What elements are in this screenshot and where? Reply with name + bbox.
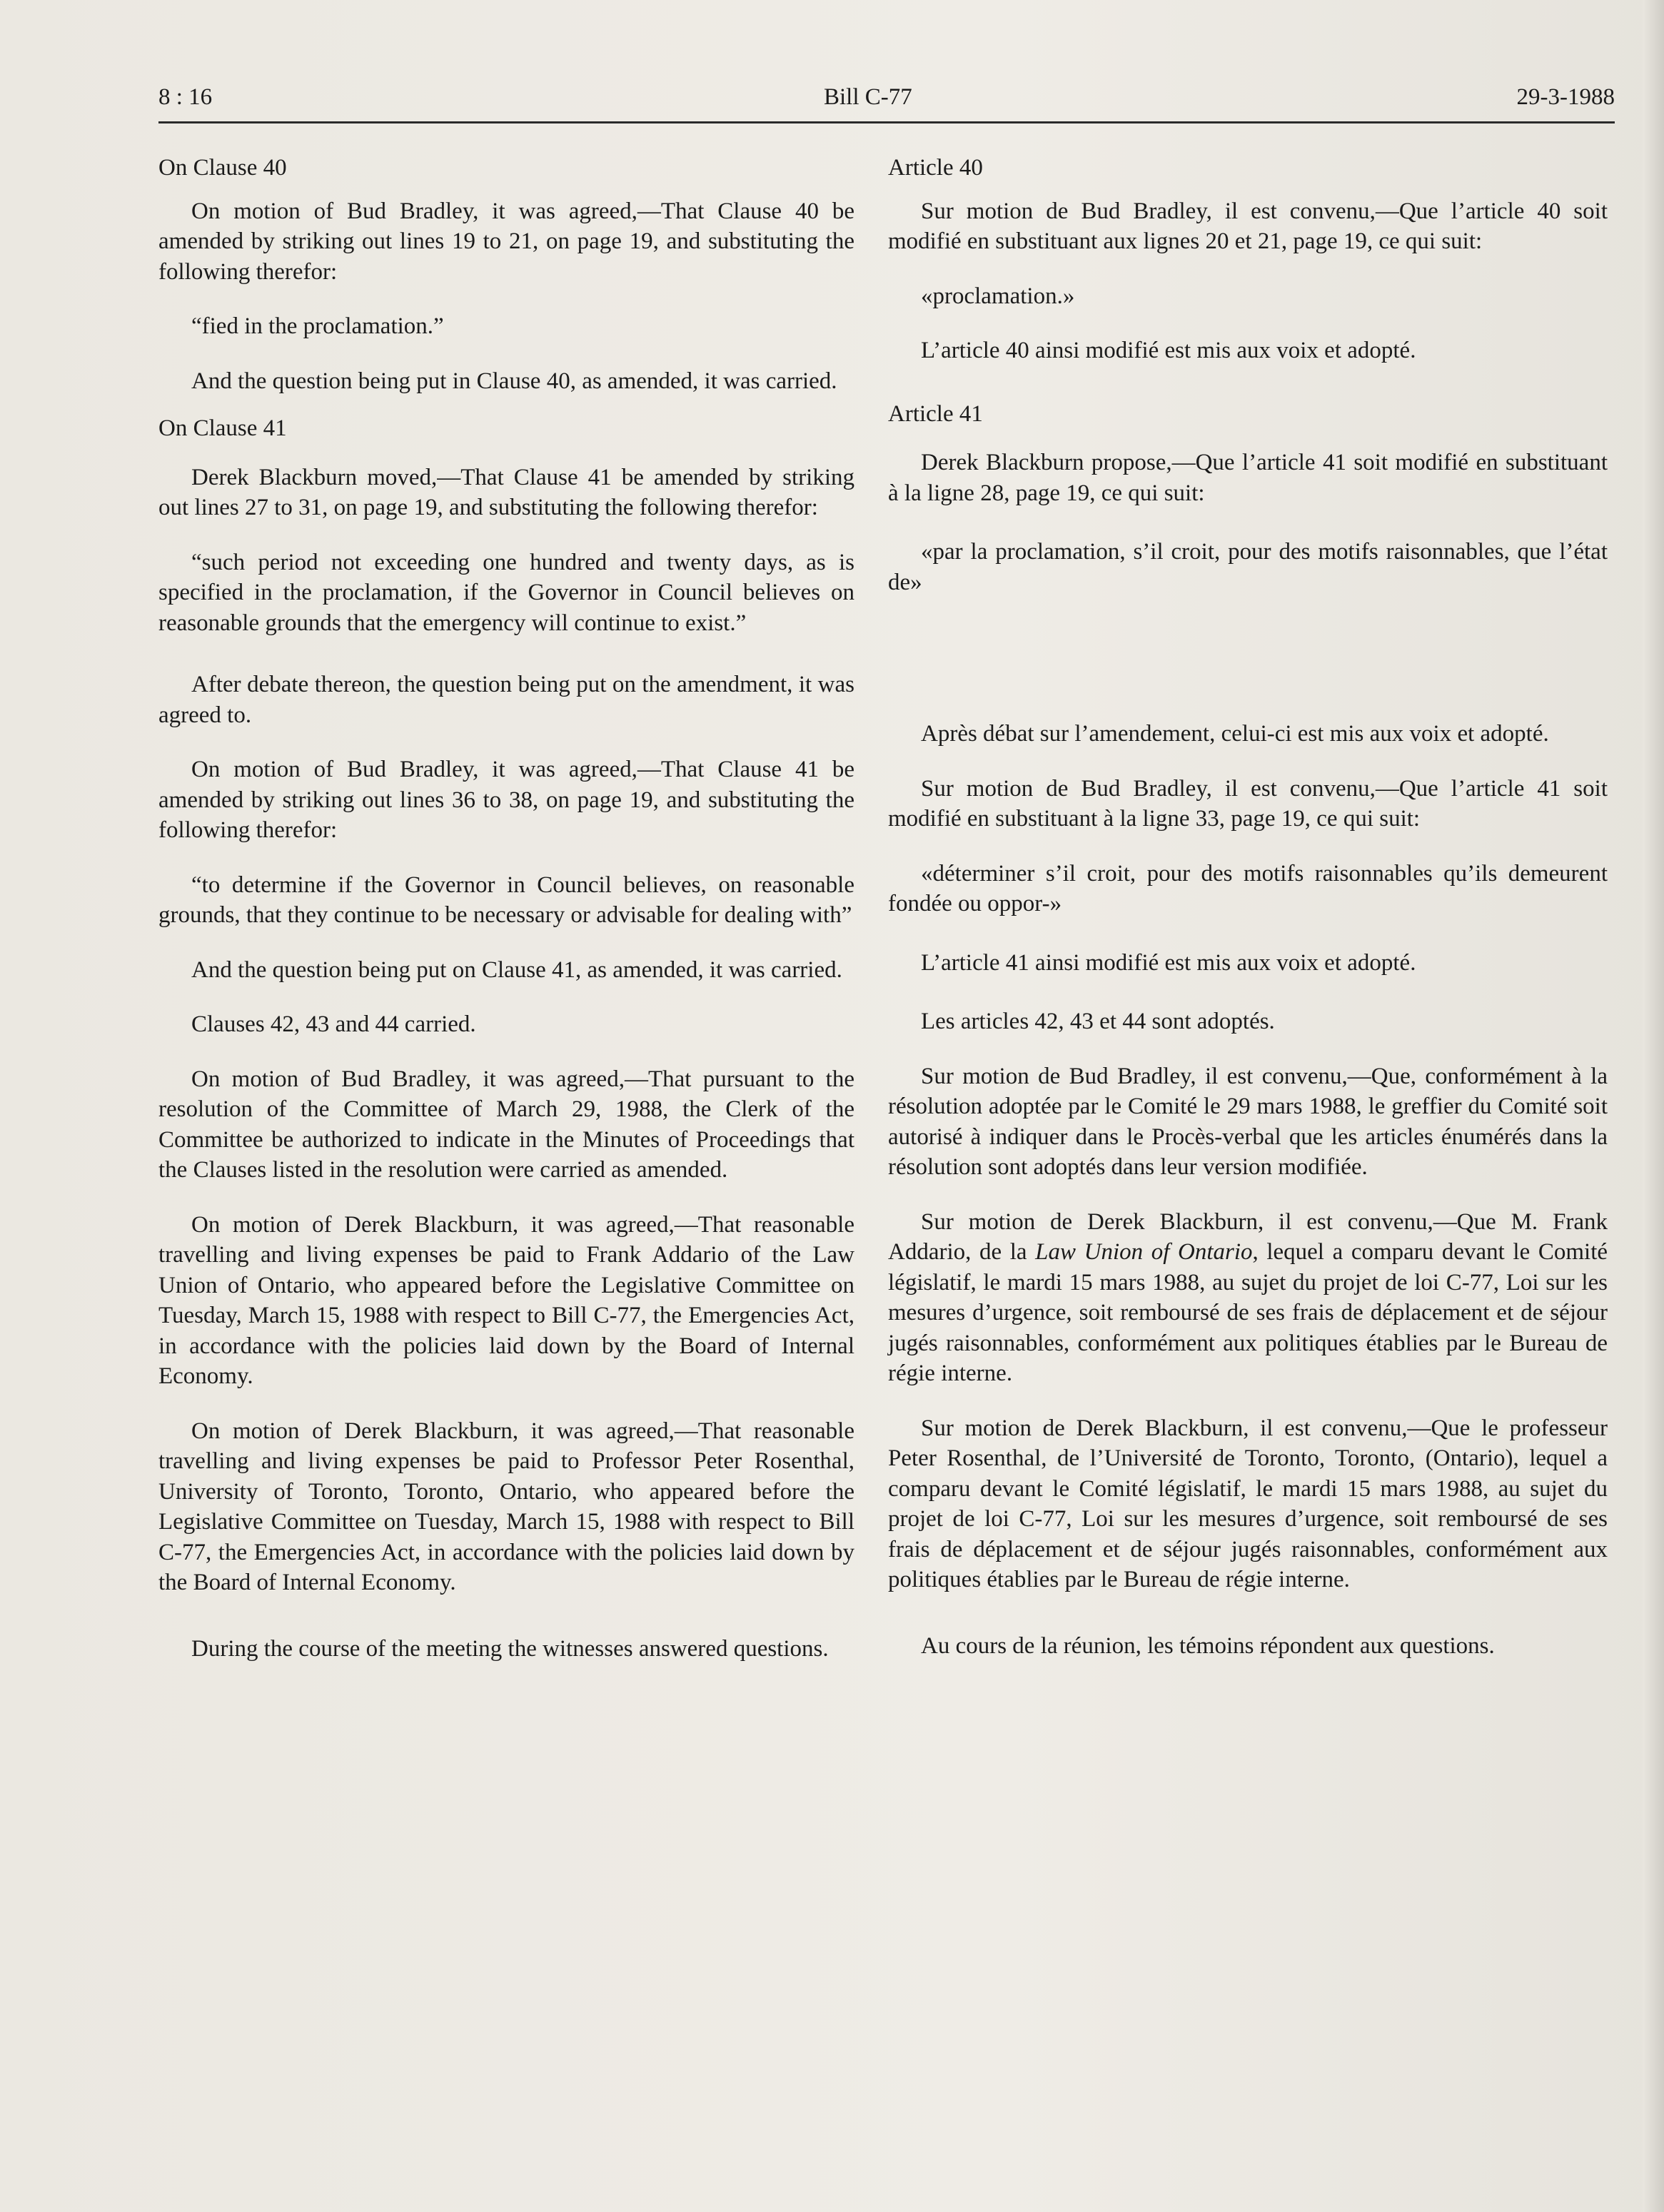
- resolution-motion-fr: Sur motion de Bud Bradley, il est convenu,—Que, conformément à la résolution adoptée par le Comité le 29 mars 1988, le greffier du Comité soit autorisé à indiquer dans le Procès-verbal que les articles énumérés dans la résolution sont adoptés dans leur version modifiée.: [888, 1063, 1608, 1180]
- english-column: [158, 153, 854, 1688]
- article40-motion: Sur motion de Bud Bradley, il est convenu,—Que l’article 40 soit modifié en substituant aux lignes 20 et 21, page 19, ce qui suit:: [888, 198, 1608, 254]
- resolution-motion: On motion of Bud Bradley, it was agreed,—That pursuant to the resolution of the Committee of March 29, 1988, the Clerk of the Committee be authorized to indicate in the Minutes of Proceedings that the Clauses listed in the resolution were carried as amended.: [158, 1066, 854, 1183]
- addario-motion-fr-a: Sur motion de Derek Blackburn, il est convenu,—Que M. Frank Addario, de la: [888, 1208, 1608, 1265]
- article40-result: L’article 40 ainsi modifié est mis aux voix et adopté.: [921, 338, 1416, 363]
- clause41-motion: Derek Blackburn moved,—That Clause 41 be amended by striking out lines 27 to 31, on page 19, and substituting the following therefor:: [158, 464, 854, 520]
- addario-motion: On motion of Derek Blackburn, it was agreed,—That reasonable travelling and living expenses be paid to Frank Addario of the Law Union of Ontario, who appeared before the Legislative Committee on Tuesday, March 15, 1988 with respect to Bill C-77, the Emergencies Act, in accordance with the policies laid down by the Board of Internal Economy.: [158, 1211, 854, 1389]
- page-edge-shadow: [1643, 0, 1664, 2212]
- clause41-debate: After debate thereon, the question being put on the amendment, it was agreed to.: [158, 672, 854, 728]
- article41-motion: Derek Blackburn propose,—Que l’article 41 soit modifié en substituant à la ligne 28, page 19, ce qui suit:: [888, 450, 1608, 506]
- clause41-quote2: “to determine if the Governor in Council believes, on reasonable grounds, that they continue to be necessary or advisable for dealing with”: [158, 872, 854, 928]
- witnesses-note: During the course of the meeting the witnesses answered questions.: [191, 1635, 829, 1662]
- clause40-heading: On Clause 40: [158, 155, 287, 181]
- articles-adopted: Les articles 42, 43 et 44 sont adoptés.: [921, 1009, 1275, 1034]
- rosenthal-motion-fr: Sur motion de Derek Blackburn, il est convenu,—Que le professeur Peter Rosenthal, de l’Université de Toronto, Toronto, (Ontario), lequel a comparu devant le Comité législatif, le mardi 15 mars 1988, au sujet du projet de loi C-77, Loi sur les mesures d’urgence, soit remboursé de ses frais de déplacement et de séjour jugés raisonnables, conformément aux politiques établies par le Bureau de régie interne.: [888, 1415, 1608, 1592]
- witnesses-note-fr: Au cours de la réunion, les témoins répondent aux questions.: [921, 1632, 1495, 1659]
- article41-quote: «par la proclamation, s’il croit, pour des motifs raisonnables, que l’état de»: [888, 539, 1608, 595]
- french-column: [888, 153, 1608, 1685]
- header-date: 29-3-1988: [1516, 84, 1615, 110]
- law-union-name: Law Union of Ontario: [1035, 1239, 1253, 1265]
- article41-motion2: Sur motion de Bud Bradley, il est convenu,—Que l’article 41 soit modifié en substituant à la ligne 33, page 19, ce qui suit:: [888, 775, 1608, 832]
- page-header: [158, 84, 1615, 128]
- clause40-quote: “fied in the proclamation.”: [191, 313, 444, 339]
- clause40-result: And the question being put in Clause 40, as amended, it was carried.: [191, 368, 837, 394]
- article41-quote2: «déterminer s’il croit, pour des motifs raisonnables qu’ils demeurent fondée ou oppor-»: [888, 860, 1608, 916]
- rosenthal-motion: On motion of Derek Blackburn, it was agreed,—That reasonable travelling and living expenses be paid to Professor Peter Rosenthal, University of Toronto, Toronto, Ontario, who appeared before the Legislative Committee on Tuesday, March 15, 1988 with respect to Bill C-77, the Emergencies Act, in accordance with the policies laid down by the Board of Internal Economy.: [158, 1418, 854, 1595]
- article41-heading: Article 41: [888, 400, 983, 427]
- article41-result: L’article 41 ainsi modifié est mis aux voix et adopté.: [921, 949, 1416, 976]
- bill-title: Bill C-77: [824, 84, 912, 110]
- addario-motion-fr-b: , lequel a comparu devant le Comité législatif, le mardi 15 mars 1988, au sujet du projet de loi C-77, Loi sur les mesures d’urgence, soit remboursé de ses frais de déplacement et de séjour jugés raisonnables, conformément aux politiques établies par le Bureau de régie interne.: [888, 1239, 1608, 1386]
- clause41-motion2: On motion of Bud Bradley, it was agreed,—That Clause 41 be amended by striking out lines 36 to 38, on page 19, and substituting the following therefor:: [158, 757, 854, 843]
- clauses-carried: Clauses 42, 43 and 44 carried.: [191, 1011, 476, 1037]
- article40-quote: «proclamation.»: [921, 283, 1075, 309]
- page-number: 8 : 16: [158, 84, 213, 110]
- clause40-motion: On motion of Bud Bradley, it was agreed,—That Clause 40 be amended by striking out lines 19 to 21, on page 19, and substituting the following therefor:: [158, 198, 854, 285]
- addario-motion-fr: [888, 1207, 1608, 1389]
- article40-heading: Article 40: [888, 155, 983, 181]
- article41-debate: Après débat sur l’amendement, celui-ci est mis aux voix et adopté.: [921, 721, 1549, 747]
- clause41-heading: On Clause 41: [158, 415, 287, 441]
- clause41-result: And the question being put on Clause 41, as amended, it was carried.: [191, 956, 842, 983]
- clause41-quote: “such period not exceeding one hundred and twenty days, as is specified in the proclamation, if the Governor in Council believes on reasonable grounds that the emergency will continue to exist.”: [158, 549, 854, 636]
- header-rule: [158, 121, 1615, 123]
